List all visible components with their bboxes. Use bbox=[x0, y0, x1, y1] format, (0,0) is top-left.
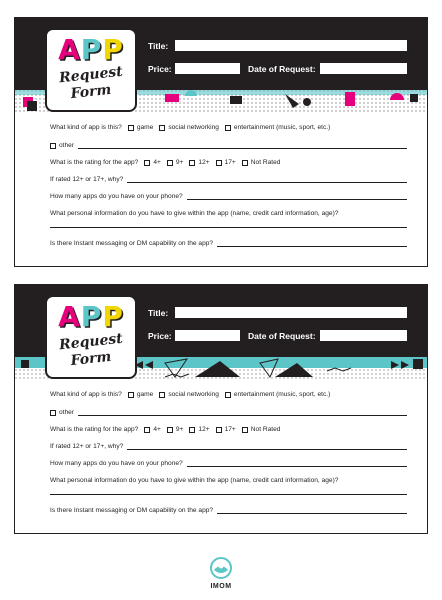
rating-4-label: 4+ bbox=[153, 159, 161, 166]
logo-form-text: Form bbox=[69, 348, 113, 370]
other-label: other bbox=[59, 142, 75, 149]
kind-question: What kind of app is this? bbox=[50, 124, 122, 131]
messaging-question: Is there Instant messaging or DM capability on the app? bbox=[50, 507, 214, 514]
how-many-row bbox=[50, 193, 407, 200]
personal-line[interactable] bbox=[50, 494, 407, 495]
rating-9-label: 9+ bbox=[175, 159, 184, 166]
not-rated-label: Not Rated bbox=[250, 159, 281, 166]
rating-row bbox=[50, 426, 407, 433]
not-rated-checkbox[interactable] bbox=[242, 427, 248, 433]
why-row bbox=[50, 176, 407, 183]
price-field[interactable] bbox=[175, 63, 240, 74]
rating-12-checkbox[interactable] bbox=[189, 160, 195, 166]
why-row bbox=[50, 443, 407, 450]
game-checkbox[interactable] bbox=[128, 392, 134, 398]
other-row bbox=[50, 409, 407, 416]
imom-logo-icon bbox=[201, 556, 241, 596]
price-field[interactable] bbox=[175, 330, 240, 341]
rating-12-label: 12+ bbox=[198, 426, 210, 433]
social-checkbox[interactable] bbox=[159, 392, 165, 398]
why-question: If rated 12+ or 17+, why? bbox=[50, 176, 124, 183]
kind-row bbox=[50, 391, 407, 398]
logo-request-text: Request bbox=[58, 330, 124, 354]
messaging-line[interactable] bbox=[217, 240, 407, 247]
entertainment-label: entertainment (music, sport, etc.) bbox=[233, 391, 331, 398]
logo-form-text: Form bbox=[69, 81, 113, 103]
kind-question: What kind of app is this? bbox=[50, 391, 122, 398]
imom-brand-text: IMOM bbox=[210, 583, 232, 590]
messaging-row bbox=[50, 240, 407, 247]
price-label: Price: bbox=[148, 64, 172, 74]
how-many-question: How many apps do you have on your phone? bbox=[50, 460, 183, 467]
social-checkbox[interactable] bbox=[159, 125, 165, 131]
rating-17-label: 17+ bbox=[224, 426, 236, 433]
why-line[interactable] bbox=[127, 176, 407, 183]
rating-4-label: 4+ bbox=[153, 426, 161, 433]
app-request-form-logo bbox=[45, 295, 137, 379]
date-field[interactable] bbox=[320, 63, 407, 74]
title-field[interactable] bbox=[175, 307, 407, 318]
rating-17-label: 17+ bbox=[224, 159, 236, 166]
personal-question: What personal information do you have to give within the app (name, credit card information, age)? bbox=[50, 210, 339, 217]
other-label: other bbox=[59, 409, 75, 416]
app-request-form-card-1 bbox=[14, 17, 428, 267]
how-many-question: How many apps do you have on your phone? bbox=[50, 193, 183, 200]
logo-app-text: APP bbox=[58, 300, 124, 333]
other-line[interactable] bbox=[78, 409, 407, 416]
price-label: Price: bbox=[148, 331, 172, 341]
other-checkbox[interactable] bbox=[50, 410, 56, 416]
game-checkbox[interactable] bbox=[128, 125, 134, 131]
title-label: Title: bbox=[148, 41, 169, 51]
personal-question: What personal information do you have to give within the app (name, credit card information, age)? bbox=[50, 477, 339, 484]
other-row bbox=[50, 142, 407, 149]
messaging-question: Is there Instant messaging or DM capability on the app? bbox=[50, 240, 214, 247]
entertainment-checkbox[interactable] bbox=[225, 125, 231, 131]
rating-17-checkbox[interactable] bbox=[216, 160, 222, 166]
logo-request-text: Request bbox=[58, 63, 124, 87]
how-many-row bbox=[50, 460, 407, 467]
title-field[interactable] bbox=[175, 40, 407, 51]
how-many-line[interactable] bbox=[187, 193, 407, 200]
personal-row bbox=[50, 477, 407, 484]
rating-4-checkbox[interactable] bbox=[144, 160, 150, 166]
other-line[interactable] bbox=[78, 142, 407, 149]
rating-9-checkbox[interactable] bbox=[167, 427, 173, 433]
rating-question: What is the rating for the app? bbox=[50, 159, 139, 166]
date-label: Date of Request: bbox=[248, 331, 316, 341]
not-rated-label: Not Rated bbox=[250, 426, 281, 433]
rating-12-checkbox[interactable] bbox=[189, 427, 195, 433]
not-rated-checkbox[interactable] bbox=[242, 160, 248, 166]
rating-9-label: 9+ bbox=[175, 426, 184, 433]
title-label: Title: bbox=[148, 308, 169, 318]
entertainment-label: entertainment (music, sport, etc.) bbox=[233, 124, 331, 131]
entertainment-checkbox[interactable] bbox=[225, 392, 231, 398]
personal-row bbox=[50, 210, 407, 217]
logo-app-text: APP bbox=[58, 33, 124, 66]
date-field[interactable] bbox=[320, 330, 407, 341]
personal-line[interactable] bbox=[50, 227, 407, 228]
kind-row bbox=[50, 124, 407, 131]
why-line[interactable] bbox=[127, 443, 407, 450]
social-label: social networking bbox=[168, 391, 219, 398]
game-label: game bbox=[136, 391, 154, 398]
social-label: social networking bbox=[168, 124, 219, 131]
why-question: If rated 12+ or 17+, why? bbox=[50, 443, 124, 450]
rating-9-checkbox[interactable] bbox=[167, 160, 173, 166]
rating-17-checkbox[interactable] bbox=[216, 427, 222, 433]
messaging-row bbox=[50, 507, 407, 514]
date-label: Date of Request: bbox=[248, 64, 316, 74]
rating-12-label: 12+ bbox=[198, 159, 210, 166]
rating-question: What is the rating for the app? bbox=[50, 426, 139, 433]
messaging-line[interactable] bbox=[217, 507, 407, 514]
rating-4-checkbox[interactable] bbox=[144, 427, 150, 433]
rating-row bbox=[50, 159, 407, 166]
app-request-form-card-2 bbox=[14, 284, 428, 534]
app-request-form-logo bbox=[45, 28, 137, 112]
other-checkbox[interactable] bbox=[50, 143, 56, 149]
how-many-line[interactable] bbox=[187, 460, 407, 467]
game-label: game bbox=[136, 124, 154, 131]
